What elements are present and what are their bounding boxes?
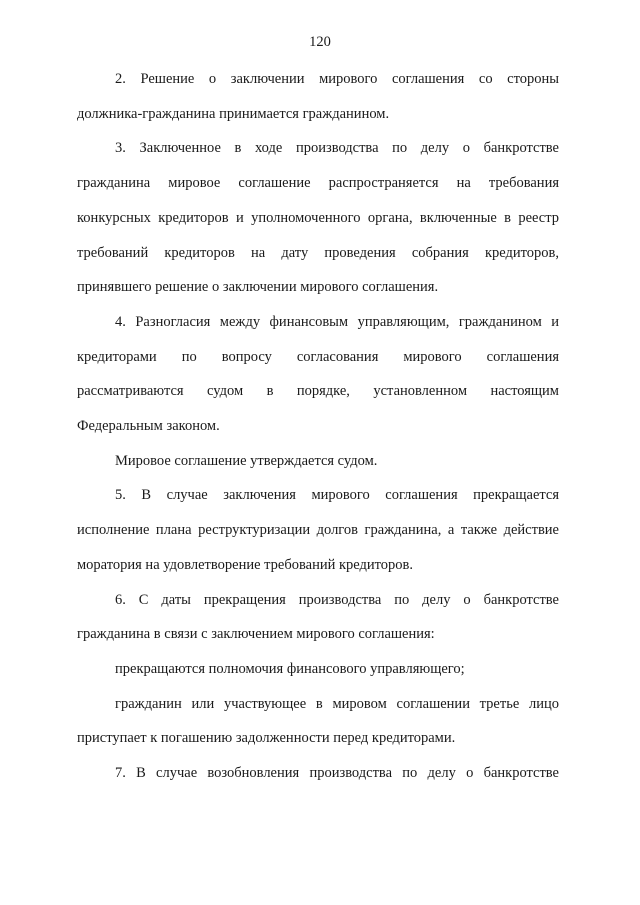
text-line: 4. Разногласия между финансовым управляющим, гражданином и [115,313,559,330]
document-body [77,62,559,791]
paragraph-2 [77,62,559,131]
text-line: прекращаются полномочия финансового управляющего; [115,660,465,677]
paragraph-powers-terminated [77,652,559,687]
text-line: гражданин или участвующее в мировом соглашении третье лицо [115,695,559,712]
text-line: моратория на удовлетворение требований кредиторов. [77,556,414,573]
text-line: Федеральным законом. [77,418,220,435]
text-line: 2. Решение о заключении мирового соглашения со стороны [115,71,559,87]
page-number: 120 [309,34,331,50]
text-line: принявшего решение о заключении мирового соглашения. [77,279,439,296]
text-line: конкурсных кредиторов и уполномоченного органа, включенные в реестр [77,209,559,226]
text-line: 6. С даты прекращения производства по делу о банкротстве [115,591,559,608]
paragraph-7 [77,756,559,791]
text-line: кредиторами по вопросу согласования мирового соглашения [77,348,559,365]
text-line: гражданина мировое соглашение распространяется на требования [77,175,559,192]
paragraph-3 [77,131,559,305]
paragraph-debt-repayment [77,687,559,756]
text-line: исполнение плана реструктуризации долгов гражданина, а также действие [77,522,559,539]
paragraph-approval [77,444,559,479]
text-line: Мировое соглашение утверждается судом. [115,452,378,469]
text-line: рассматриваются судом в порядке, установленном настоящим [77,383,559,400]
text-line: 5. В случае заключения мирового соглашения прекращается [115,487,559,504]
paragraph-6 [77,583,559,652]
text-line: должника-гражданина принимается гражданином. [77,105,390,122]
paragraph-5 [77,478,559,582]
text-line: приступает к погашению задолженности перед кредиторами. [77,730,456,747]
text-line: 3. Заключенное в ходе производства по делу о банкротстве [115,140,559,157]
paragraph-4 [77,305,559,444]
text-line: требований кредиторов на дату проведения собрания кредиторов, [77,244,559,261]
text-line: гражданина в связи с заключением мирового соглашения: [77,626,435,643]
text-line: 7. В случае возобновления производства по делу о банкротстве [115,765,559,782]
